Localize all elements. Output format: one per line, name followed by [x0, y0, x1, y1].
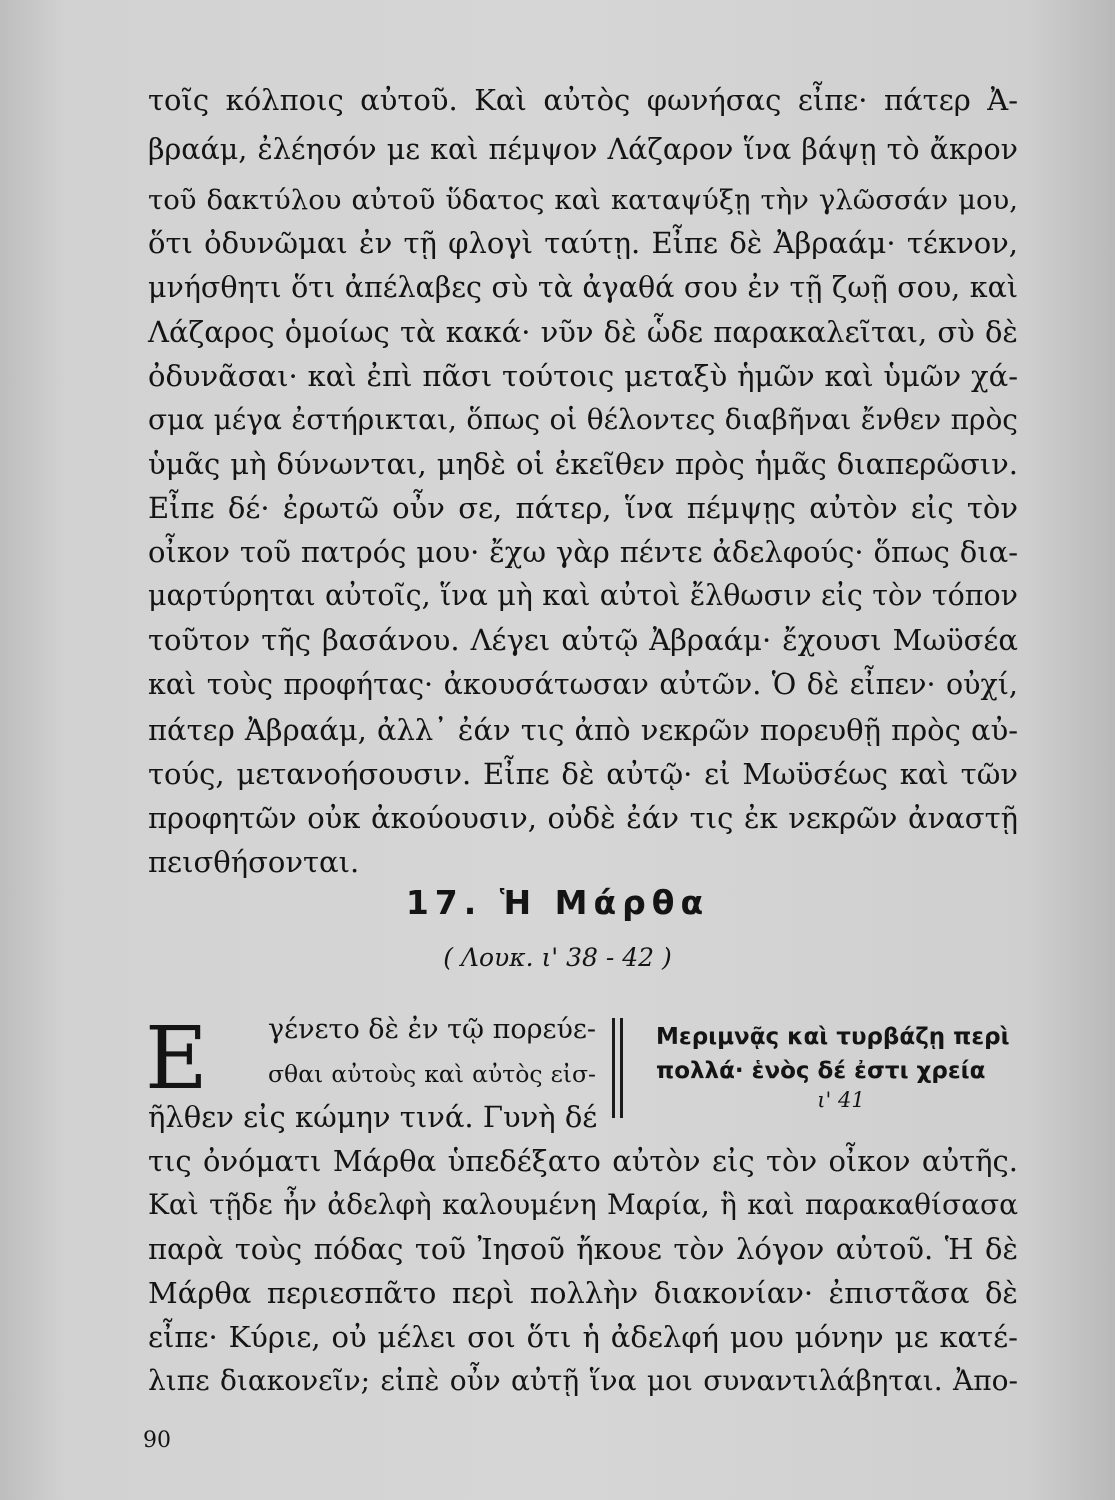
text-line: πάτερ Ἀβραάμ, ἀλλ᾽ ἐάν τις ἀπὸ νεκρῶν πορευθῇ πρὸς αὐ- [148, 713, 1018, 747]
margin-rule [620, 1018, 623, 1118]
marginal-note [612, 1018, 1032, 1123]
text-line: σθαι αὐτοὺς καὶ αὐτὸς εἰσ- [268, 1060, 596, 1088]
marginal-note-line: πολλά· ἑνὸς δέ ἐστι χρεία [656, 1058, 986, 1084]
margin-rule [612, 1018, 615, 1118]
text-line: μνήσθητι ὅτι ἀπέλαβες σὺ τὰ ἀγαθά σου ἐν τῇ ζωῇ σου, καὶ [148, 271, 1018, 304]
text-line: τούς, μετανοήσουσιν. Εἶπε δὲ αὐτῷ· εἰ Μωϋσέως καὶ τῶν [148, 757, 1018, 791]
marginal-note-reference: ι' 41 [817, 1088, 865, 1112]
section-reference: ( Λουκ. ι' 38 - 42 ) [443, 943, 672, 972]
text-line: γένετο δὲ ἐν τῷ πορεύε- [268, 1014, 597, 1045]
text-line: ὑμᾶς μὴ δύνωνται, μηδὲ οἱ ἐκεῖθεν πρὸς ἡμᾶς διαπερῶσιν. [148, 447, 1018, 481]
text-line: πεισθήσονται. [148, 845, 360, 879]
text-line: τοῖς κόλποις αὐτοῦ. Καὶ αὐτὸς φωνήσας εἶπε· πάτερ Ἀ- [148, 83, 1018, 117]
text-line: οἶκον τοῦ πατρός μου· ἔχω γὰρ πέντε ἀδελφούς· ὅπως δια- [148, 535, 1018, 569]
page-number: 90 [143, 1428, 171, 1453]
text-line: λιπε διακονεῖν; εἰπὲ οὖν αὐτῇ ἵνα μοι συναντιλάβηται. Ἀπο- [148, 1364, 1018, 1397]
text-line: βραάμ, ἐλέησόν με καὶ πέμψον Λάζαρον ἵνα βάψῃ τὸ ἄκρον [148, 133, 1018, 166]
text-line: Λάζαρος ὁμοίως τὰ κακά· νῦν δὲ ὧδε παρακαλεῖται, σὺ δὲ [148, 315, 1018, 349]
text-line: σμα μέγα ἐστήρικται, ὅπως οἱ θέλοντες διαβῆναι ἔνθεν πρὸς [148, 403, 1018, 436]
text-line: Καὶ τῇδε ἦν ἀδελφὴ καλουμένη Μαρία, ἣ καὶ παρακαθίσασα [148, 1188, 1018, 1221]
text-line: τις ὀνόματι Μάρθα ὑπεδέξατο αὐτὸν εἰς τὸν οἶκον αὐτῆς. [148, 1144, 1018, 1178]
text-line: καὶ τοὺς προφήτας· ἀκουσάτωσαν αὐτῶν. Ὁ δὲ εἶπεν· οὐχί, [148, 668, 1018, 701]
text-line: ῆλθεν εἰς κώμην τινά. Γυνὴ δέ [148, 1100, 598, 1134]
section-title: 17. Ἡ Μάρθα [405, 883, 710, 922]
text-line: τοῦ δακτύλου αὐτοῦ ὕδατος καὶ καταψύξῃ τὴν γλῶσσάν μου, [148, 184, 1018, 216]
text-line: προφητῶν οὐκ ἀκούουσιν, οὐδὲ ἐάν τις ἐκ νεκρῶν ἀναστῇ [148, 801, 1018, 835]
text-line: τοῦτον τῆς βασάνου. Λέγει αὐτῷ Ἀβραάμ· ἔχουσι Μωϋσέα [148, 623, 1018, 657]
text-line: Μάρθα περιεσπᾶτο περὶ πολλὴν διακονίαν· ἐπιστᾶσα δὲ [148, 1276, 1018, 1310]
text-line: ὅτι ὀδυνῶμαι ἐν τῇ φλογὶ ταύτῃ. Εἶπε δὲ Ἀβραάμ· τέκνον, [148, 226, 1018, 260]
text-line: Εἶπε δέ· ἐρωτῶ οὖν σε, πάτερ, ἵνα πέμψῃς αὐτὸν εἰς τὸν [148, 491, 1018, 525]
text-line: εἶπε· Κύριε, οὐ μέλει σοι ὅτι ἡ ἀδελφή μου μόνην με κατέ- [148, 1320, 1018, 1354]
marginal-note-line: Μεριμνᾷς καὶ τυρβάζῃ περὶ [656, 1024, 1010, 1050]
text-line: μαρτύρηται αὐτοῖς, ἵνα μὴ καὶ αὐτοὶ ἔλθωσιν εἰς τὸν τόπον [148, 579, 1018, 612]
text-line: παρὰ τοὺς πόδας τοῦ Ἰησοῦ ἤκουε τὸν λόγον αὐτοῦ. Ἡ δὲ [148, 1232, 1018, 1266]
text-line: ὀδυνᾶσαι· καὶ ἐπὶ πᾶσι τούτοις μεταξὺ ἡμῶν καὶ ὑμῶν χά- [148, 359, 1018, 393]
drop-cap: Ε [145, 1009, 208, 1109]
